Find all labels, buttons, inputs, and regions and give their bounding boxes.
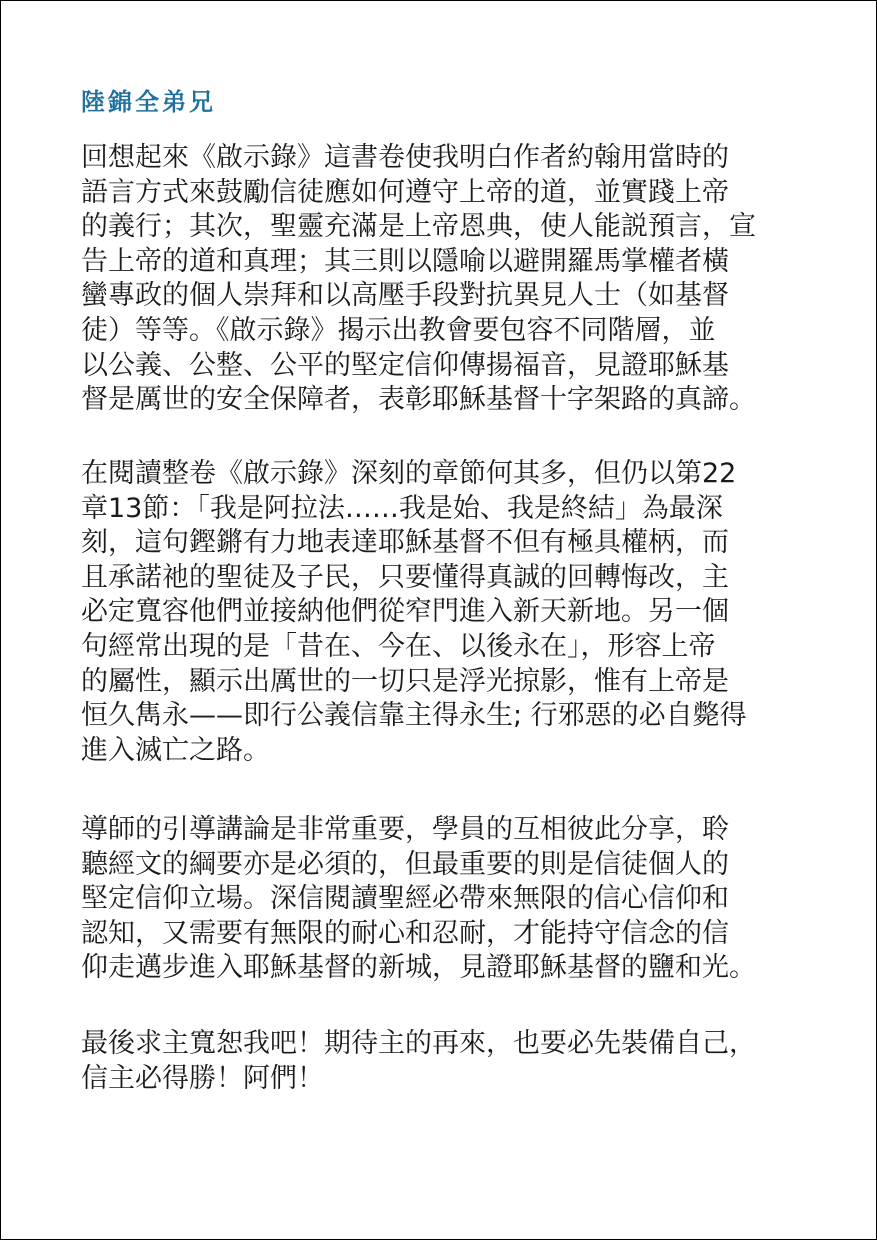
text-line: 導師的引導講論是非常重要，學員的互相彼此分享，聆 xyxy=(81,814,729,845)
text-line: 督是厲世的安全保障者，表彰耶穌基督十字架路的真諦。 xyxy=(81,384,756,416)
text-line: 徒）等等。《啟示錄》揭示出教會要包容不同階層，並 xyxy=(81,314,716,346)
text-line: 必定寬容他們並接納他們從窄門進入新天新地。另一個 xyxy=(81,596,729,628)
author-name-heading: 陸錦全弟兄 xyxy=(81,88,216,116)
text-line: 語言方式來鼓勵信徒應如何遵守上帝的道，並實踐上帝 xyxy=(81,176,729,208)
text-line: 的義行；其次，聖靈充滿是上帝恩典，使人能説預言，宣 xyxy=(81,211,756,243)
text-line: 在閱讀整卷《啟示錄》深刻的章節何其多，但仍以第22 xyxy=(81,458,737,489)
text-line: 恒久雋永——即行公義信靠主得永生; 行邪惡的必自斃得 xyxy=(81,700,747,732)
text-line: 章13節：「我是阿拉法……我是始、我是終結」為最深 xyxy=(81,492,723,524)
text-line: 仰走邁步進入耶穌基督的新城，見證耶穌基督的鹽和光。 xyxy=(81,952,756,984)
text-line: 堅定信仰立場。深信閱讀聖經必帶來無限的信心信仰和 xyxy=(81,883,729,915)
text-line: 認知，又需要有無限的耐心和忍耐，才能持守信念的信 xyxy=(81,917,729,949)
text-line: 蠻專政的個人崇拜和以高壓手段對抗異見人士（如基督 xyxy=(81,280,729,312)
text-line: 且承諾祂的聖徒及子民，只要懂得真誠的回轉悔改，主 xyxy=(81,561,729,593)
paragraph-reflection xyxy=(81,141,811,418)
text-line: 聽經文的綱要亦是必須的，但最重要的則是信徒個人的 xyxy=(81,848,729,880)
text-line: 告上帝的道和真理；其三則以隱喻以避開羅馬掌權者橫 xyxy=(81,245,729,277)
text-line: 最後求主寬恕我吧！期待主的再來，也要必先裝備自己， xyxy=(81,1028,756,1059)
paragraph-learning xyxy=(81,813,811,986)
text-line: 以公義、公整、公平的堅定信仰傳揚福音，見證耶穌基 xyxy=(81,349,729,381)
text-line: 句經常出現的是「昔在、今在、以後永在」，形容上帝 xyxy=(81,630,716,662)
paragraph-favorite-verse xyxy=(81,457,811,768)
text-line: 的屬性，顯示出厲世的一切只是浮光掠影，惟有上帝是 xyxy=(81,665,729,697)
text-line: 回想起來《啟示錄》這書卷使我明白作者約翰用當時的 xyxy=(81,142,729,173)
text-line: 刻，這句鏗鏘有力地表達耶穌基督不但有極具權柄，而 xyxy=(81,527,729,559)
text-line: 信主必得勝！阿們！ xyxy=(81,1062,324,1094)
text-line: 進入滅亡之路。 xyxy=(81,734,270,766)
paragraph-closing-prayer xyxy=(81,1027,811,1096)
